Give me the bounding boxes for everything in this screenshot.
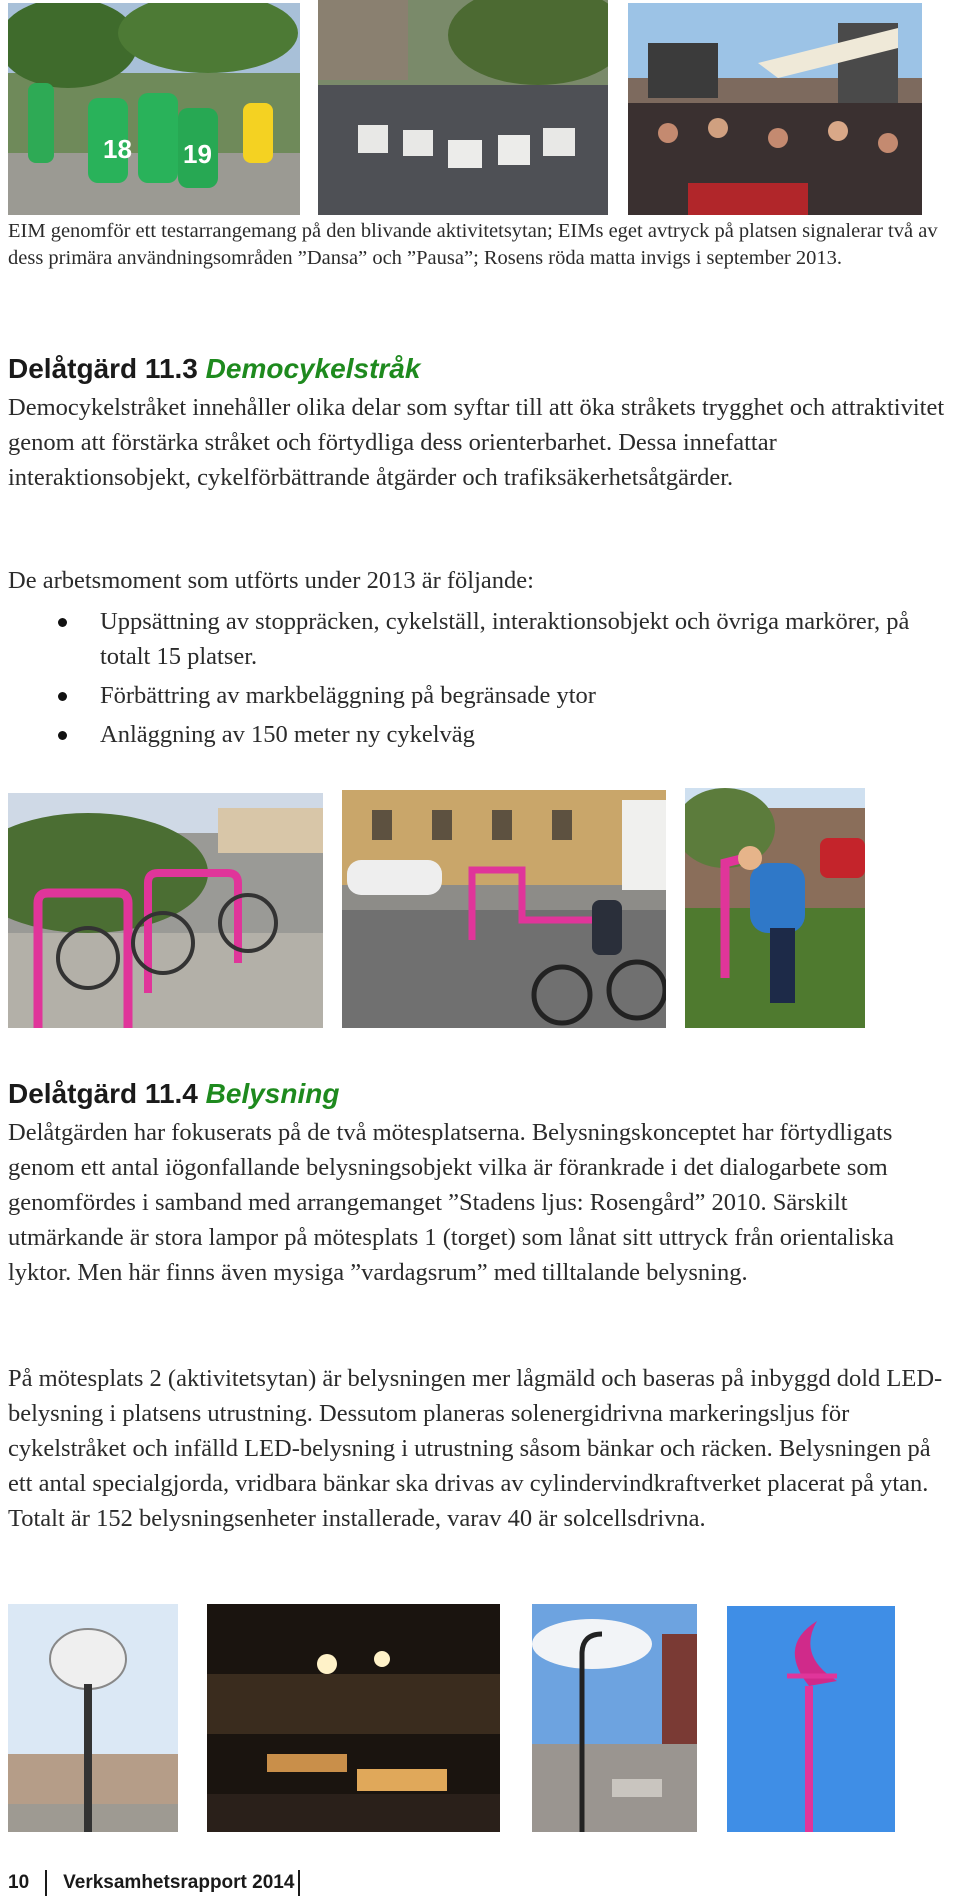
list-item: Förbättring av markbeläggning på begränsade ytor (8, 678, 956, 713)
work-items-list (8, 604, 956, 756)
svg-text:19: 19 (183, 139, 212, 169)
bullet-icon (58, 618, 67, 627)
svg-text:18: 18 (103, 134, 132, 164)
section-heading-11-3 (8, 352, 420, 386)
section-11-4-paragraph-1: Delåtgärden har fokuserats på de två mötesplatserna. Belysningskonceptet har förtydligats genom ett antal iögonfallande belysningsobjekt vilka är förankrade i det dialogarbete som genomfördes i samband med arrangemanget ”Stadens ljus: Rosengård” 2010. Särskilt utmärkande är stora lampor på mötesplats 1 (torget) som lånat sitt uttryck från orientaliska lyktor. Men här finns även mysiga ”vardagsrum” med tilltalande belysning. (8, 1119, 895, 1286)
page-number: 10 (8, 1872, 30, 1893)
section-11-3-paragraph: Democykelstråket innehåller olika delar som syftar till att öka stråkets trygghet och attraktivitet genom att förstärka stråket och förtydliga dess orienterbarhet. Dessa innefattar interaktionsobjekt, cykelförbättrande åtgärder och trafiksäkerhetsåtgärder. (8, 394, 945, 491)
page-footer (8, 1870, 300, 1896)
bullet-icon (58, 692, 67, 701)
photo-night-plaza (207, 1604, 500, 1832)
list-item: Anläggning av 150 meter ny cykelväg (8, 717, 956, 752)
photo-crowd-red-carpet (628, 3, 922, 215)
list-item: Uppsättning av stoppräcken, cykelställ, interaktionsobjekt och övriga markörer, på totalt 15 platser. (8, 604, 956, 674)
section-11-3-list-intro: De arbetsmoment som utförts under 2013 är följande: (8, 567, 534, 594)
photo-street-lamps (532, 1604, 697, 1832)
photo-lantern-street (8, 1604, 178, 1832)
report-title: Verksamhetsrapport 2014 (63, 1872, 295, 1893)
section-heading-11-4 (8, 1077, 339, 1111)
photo-white-benches-plaza (318, 0, 608, 215)
photo-pink-wind-turbine (727, 1606, 895, 1832)
footer-divider (45, 1870, 47, 1896)
heading-prefix: Delåtgärd 11.4 (8, 1078, 198, 1109)
heading-title: Democykelstråk (205, 353, 421, 384)
photo-girls-green-jerseys (8, 3, 300, 215)
photo-cyclist-pink-railing (342, 790, 666, 1028)
photo-caption: EIM genomför ett testarrangemang på den blivande aktivitetsytan; EIMs eget avtryck på platsen signalerar två av dess primära användningsområden ”Dansa” och ”Pausa”; Rosens röda matta invigs i september 2013. (8, 220, 938, 269)
section-11-4-paragraph-2: På mötesplats 2 (aktivitetsytan) är belysningen mer lågmäld och baseras på inbyggd dold LED-belysning i platsens utrustning. Dessutom planeras solenergidrivna markeringsljus för cykelstråket och infälld LED-belysning i utrustning såsom bänkar och räcken. Belysningen på ett antal specialgjorda, vridbara bänkar ska drivas av cylindervindkraftverket placerat på ytan. Totalt är 152 belysningsenheter installerade, varav 40 är solcellsdrivna. (8, 1365, 943, 1532)
heading-prefix: Delåtgärd 11.3 (8, 353, 198, 384)
footer-divider (298, 1870, 300, 1896)
photo-girl-blue-jacket (685, 788, 865, 1028)
bullet-icon (58, 731, 67, 740)
photo-pink-bike-rack (8, 793, 323, 1028)
heading-title: Belysning (205, 1078, 340, 1109)
